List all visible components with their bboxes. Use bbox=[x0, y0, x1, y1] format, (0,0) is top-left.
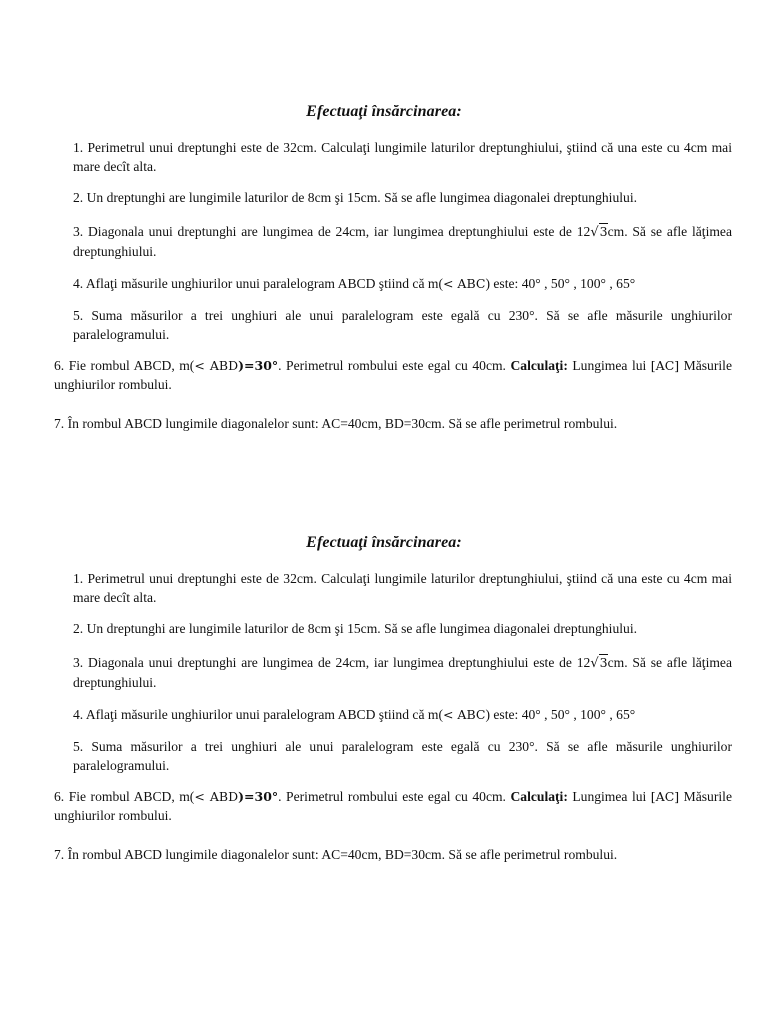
task-3 bbox=[73, 653, 732, 692]
task-6-text-mid: . Perimetrul rombului este egal cu 40cm. bbox=[278, 358, 511, 373]
radicand: 3 bbox=[599, 224, 608, 239]
task-4-text-start: 4. Aflaţi măsurile unghiurilor unui paralelogram ABCD ştiind că m( bbox=[73, 707, 443, 722]
angle-notation: < ABD bbox=[194, 358, 239, 373]
angle-value: )=30° bbox=[238, 358, 279, 373]
square-root bbox=[590, 655, 607, 670]
angle-notation: < ABC bbox=[442, 707, 486, 722]
angle-value: )=30° bbox=[238, 789, 279, 804]
task-3-text-end: cm. Să se afle lăţimea dreptunghiului. bbox=[73, 224, 732, 259]
task-4-text-end: ) este: 40° , 50° , 100° , 65° bbox=[485, 707, 636, 722]
worksheet-2 bbox=[0, 431, 768, 862]
task-6 bbox=[54, 787, 732, 825]
worksheet-1 bbox=[0, 0, 768, 431]
task-6-text-mid: . Perimetrul rombului este egal cu 40cm. bbox=[278, 789, 511, 804]
task-2: 2. Un dreptunghi are lungimile laturilor de 8cm şi 15cm. Să se afle lungimea diagonalei dreptunghiului. bbox=[73, 190, 638, 205]
task-1: 1. Perimetrul unui dreptunghi este de 32cm. Calculaţi lungimile laturilor dreptunghiului, ştiind că una este cu 4cm mai mare decît alta. bbox=[73, 140, 732, 174]
task-6-bold-label: Calculaţi: bbox=[510, 789, 568, 804]
task-6-text-start: 6. Fie rombul ABCD, m( bbox=[54, 358, 195, 373]
task-3-text-start: 3. Diagonala unui dreptunghi are lungimea de 24cm, iar lungimea dreptunghiului este de 12 bbox=[73, 224, 591, 239]
worksheet-title: Efectuaţi însărcinarea: bbox=[306, 103, 462, 120]
task-4 bbox=[73, 274, 732, 293]
task-6-text-end: Măsurile unghiurilor rombului. bbox=[54, 358, 732, 392]
radical-sign-icon: √ bbox=[590, 225, 599, 240]
task-4 bbox=[73, 705, 732, 724]
task-2: 2. Un dreptunghi are lungimile laturilor de 8cm şi 15cm. Să se afle lungimea diagonalei dreptunghiului. bbox=[73, 621, 638, 636]
task-4-text-end: ) este: 40° , 50° , 100° , 65° bbox=[485, 276, 636, 291]
task-6-text-start: 6. Fie rombul ABCD, m( bbox=[54, 789, 195, 804]
square-root bbox=[590, 224, 607, 239]
segment-notation: [AC] bbox=[650, 789, 680, 804]
task-3-text-start: 3. Diagonala unui dreptunghi are lungimea de 24cm, iar lungimea dreptunghiului este de 12 bbox=[73, 655, 591, 670]
task-1: 1. Perimetrul unui dreptunghi este de 32cm. Calculaţi lungimile laturilor dreptunghiului, ştiind că una este cu 4cm mai mare decît alta. bbox=[73, 571, 732, 605]
task-6 bbox=[54, 356, 732, 394]
angle-notation: < ABD bbox=[194, 789, 239, 804]
task-5: 5. Suma măsurilor a trei unghiuri ale unui paralelogram este egală cu 230°. Să se afle măsurile unghiurilor paralelogramului. bbox=[73, 739, 732, 773]
task-3 bbox=[73, 222, 732, 261]
radical-sign-icon: √ bbox=[590, 656, 599, 671]
task-4-text-start: 4. Aflaţi măsurile unghiurilor unui paralelogram ABCD ştiind că m( bbox=[73, 276, 443, 291]
task-6-bold-label: Calculaţi: bbox=[510, 358, 568, 373]
task-3-text-end: cm. Să se afle lăţimea dreptunghiului. bbox=[73, 655, 732, 690]
segment-notation: [AC] bbox=[650, 358, 680, 373]
task-6-text-end: Măsurile unghiurilor rombului. bbox=[54, 789, 732, 823]
angle-notation: < ABC bbox=[442, 276, 486, 291]
task-6-text-lungimea: Lungimea lui bbox=[567, 789, 651, 804]
task-5: 5. Suma măsurilor a trei unghiuri ale unui paralelogram este egală cu 230°. Să se afle măsurile unghiurilor paralelogramului. bbox=[73, 308, 732, 342]
task-7: 7. În rombul ABCD lungimile diagonalelor sunt: AC=40cm, BD=30cm. Să se afle perimetrul rombului. bbox=[54, 416, 618, 431]
task-6-text-lungimea: Lungimea lui bbox=[567, 358, 651, 373]
radicand: 3 bbox=[599, 655, 608, 670]
worksheet-title: Efectuaţi însărcinarea: bbox=[306, 534, 462, 551]
task-7: 7. În rombul ABCD lungimile diagonalelor sunt: AC=40cm, BD=30cm. Să se afle perimetrul rombului. bbox=[54, 847, 618, 862]
